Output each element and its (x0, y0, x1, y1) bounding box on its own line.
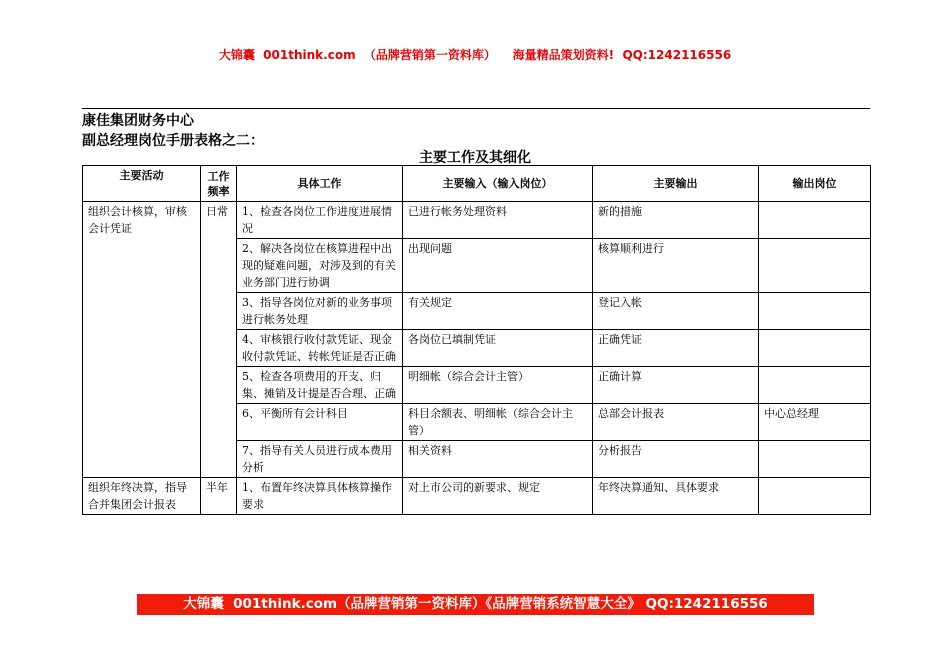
output-cell: 总部会计报表 (593, 404, 759, 441)
post-cell (759, 478, 871, 515)
output-cell: 正确计算 (593, 367, 759, 404)
header-output: 主要输出 (593, 166, 759, 202)
input-cell: 对上市公司的新要求、规定 (403, 478, 593, 515)
output-cell: 新的措施 (593, 202, 759, 239)
table-row (83, 202, 871, 239)
input-cell: 出现问题 (403, 239, 593, 293)
post-cell (759, 441, 871, 478)
duties-table (82, 165, 871, 515)
table-row (83, 478, 871, 515)
task-cell: 3、指导各岗位对新的业务事项进行帐务处理 (237, 293, 403, 330)
bottom-banner: 大锦囊 001think.com（品牌营销第一资料库）《品牌营销系统智慧大全》 QQ:1242116556 (137, 594, 814, 615)
post-cell (759, 202, 871, 239)
frequency-cell: 半年 (201, 478, 237, 515)
post-cell (759, 239, 871, 293)
task-cell: 7、指导有关人员进行成本费用分析 (237, 441, 403, 478)
post-cell (759, 367, 871, 404)
input-cell: 各岗位已填制凭证 (403, 330, 593, 367)
header-input: 主要输入（输入岗位） (403, 166, 593, 202)
task-cell: 1、布置年终决算具体核算操作要求 (237, 478, 403, 515)
activity-cell: 组织会计核算，审核会计凭证 (83, 202, 201, 478)
post-cell (759, 293, 871, 330)
output-cell: 正确凭证 (593, 330, 759, 367)
header-activity: 主要活动 (83, 166, 201, 202)
output-cell: 登记入帐 (593, 293, 759, 330)
header-rule (82, 108, 870, 109)
task-cell: 4、审核银行收付款凭证、现金收付款凭证、转帐凭证是否正确 (237, 330, 403, 367)
company-name: 康佳集团财务中心 (82, 113, 194, 129)
table-title: 主要工作及其细化 (419, 150, 531, 166)
post-cell (759, 330, 871, 367)
task-cell: 2、解决各岗位在核算进程中出现的疑难问题，对涉及到的有关业务部门进行协调 (237, 239, 403, 293)
table-header-row (83, 166, 871, 202)
top-banner: 大锦囊 001think.com （品牌营销第一资料库） 海量精品策划资料! QQ:1242116556 (218, 48, 732, 62)
header-task: 具体工作 (237, 166, 403, 202)
header-post: 输出岗位 (759, 166, 871, 202)
task-cell: 5、检查各项费用的开支、归集、摊销及计提是否合理、正确 (237, 367, 403, 404)
input-cell: 相关资料 (403, 441, 593, 478)
output-cell: 分析报告 (593, 441, 759, 478)
input-cell: 有关规定 (403, 293, 593, 330)
header-frequency: 工作频率 (201, 166, 237, 202)
output-cell: 年终决算通知、具体要求 (593, 478, 759, 515)
input-cell: 科目余额表、明细帐（综合会计主管） (403, 404, 593, 441)
input-cell: 明细帐（综合会计主管） (403, 367, 593, 404)
document-subtitle: 副总经理岗位手册表格之二： (82, 133, 264, 149)
post-cell: 中心总经理 (759, 404, 871, 441)
activity-cell: 组织年终决算，指导合并集团会计报表 (83, 478, 201, 515)
task-cell: 1、检查各岗位工作进度进展情况 (237, 202, 403, 239)
input-cell: 已进行帐务处理资料 (403, 202, 593, 239)
frequency-cell: 日常 (201, 202, 237, 478)
output-cell: 核算顺利进行 (593, 239, 759, 293)
task-cell: 6、平衡所有会计科目 (237, 404, 403, 441)
